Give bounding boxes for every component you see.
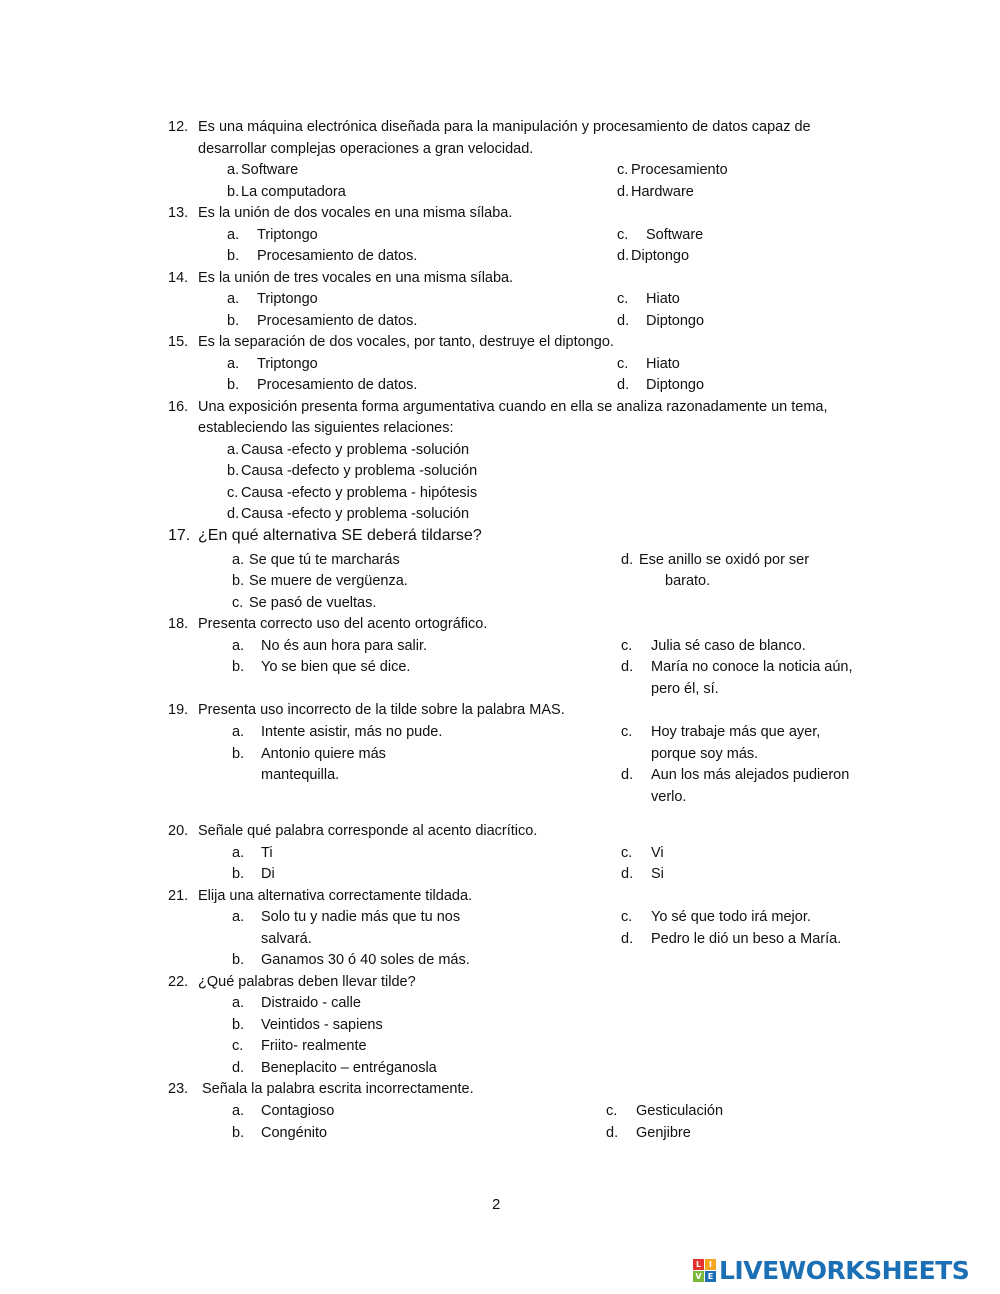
option-a[interactable]: Triptongo — [257, 291, 318, 307]
option-c[interactable]: Causa -efecto y problema - hipótesis — [241, 485, 478, 501]
option-d[interactable]: Causa -efecto y problema -solución — [241, 506, 470, 522]
option-d[interactable]: Diptongo — [631, 248, 690, 264]
question-number: 23. — [168, 1081, 189, 1097]
option-letter: d. — [617, 184, 630, 200]
question-number: 21. — [168, 888, 189, 904]
option-letter: a. — [232, 552, 245, 568]
option-c[interactable]: Vi — [651, 845, 664, 861]
option-letter: d. — [621, 931, 634, 947]
option-letter: c. — [232, 595, 244, 611]
option-letter: b. — [232, 746, 245, 762]
option-c-cont[interactable]: porque soy más. — [651, 746, 759, 762]
option-letter: a. — [232, 1103, 245, 1119]
option-letter: c. — [617, 291, 629, 307]
option-b[interactable]: La computadora — [241, 184, 346, 200]
option-letter: d. — [617, 313, 630, 329]
option-d-cont[interactable]: pero él, sí. — [651, 681, 719, 697]
option-letter: c. — [621, 638, 633, 654]
option-letter: b. — [227, 248, 240, 264]
option-letter: d. — [621, 866, 634, 882]
option-letter: b. — [232, 1125, 245, 1141]
option-c[interactable]: Se pasó de vueltas. — [249, 595, 377, 611]
option-b[interactable]: Procesamiento de datos. — [257, 313, 418, 329]
option-letter: c. — [621, 845, 633, 861]
option-letter: a. — [232, 638, 245, 654]
option-letter: a. — [232, 909, 245, 925]
question-number: 14. — [168, 270, 189, 286]
option-c[interactable]: Hoy trabaje más que ayer, — [651, 724, 821, 740]
option-c[interactable]: Hiato — [646, 291, 680, 307]
option-letter: b. — [227, 184, 240, 200]
question-text-cont: desarrollar complejas operaciones a gran velocidad. — [198, 141, 534, 157]
option-b[interactable]: Procesamiento de datos. — [257, 248, 418, 264]
logo-badge-letter: L — [693, 1259, 704, 1270]
option-b[interactable]: Procesamiento de datos. — [257, 377, 418, 393]
option-d[interactable]: Si — [651, 866, 664, 882]
option-a-cont[interactable]: salvará. — [261, 931, 312, 947]
option-d[interactable]: Genjibre — [636, 1125, 691, 1141]
option-d[interactable]: Beneplacito – entréganosla — [261, 1060, 437, 1076]
option-letter: c. — [606, 1103, 618, 1119]
option-letter: d. — [621, 552, 634, 568]
question-number: 19. — [168, 702, 189, 718]
option-letter: a. — [232, 724, 245, 740]
option-d[interactable]: Hardware — [631, 184, 694, 200]
option-letter: c. — [621, 909, 633, 925]
question-number: 13. — [168, 205, 189, 221]
question-text: Presenta correcto uso del acento ortográfico. — [198, 616, 488, 632]
option-letter: d. — [621, 659, 634, 675]
question-number: 22. — [168, 974, 189, 990]
option-d[interactable]: Aun los más alejados pudieron — [651, 767, 850, 783]
question-number: 16. — [168, 399, 189, 415]
option-c[interactable]: Procesamiento — [631, 162, 728, 178]
option-b[interactable]: Congénito — [261, 1125, 328, 1141]
option-letter: a. — [232, 845, 245, 861]
option-c[interactable]: Gesticulación — [636, 1103, 724, 1119]
option-a[interactable]: No és aun hora para salir. — [261, 638, 428, 654]
option-b-cont[interactable]: mantequilla. — [261, 767, 340, 783]
option-c[interactable]: Hiato — [646, 356, 680, 372]
option-b[interactable]: Yo se bien que sé dice. — [261, 659, 411, 675]
option-letter: c. — [621, 724, 633, 740]
option-letter: d. — [621, 767, 634, 783]
option-d-cont[interactable]: verlo. — [651, 789, 687, 805]
option-letter: b. — [227, 463, 240, 479]
liveworksheets-logo — [693, 1255, 969, 1285]
option-d[interactable]: Diptongo — [646, 313, 705, 329]
option-d[interactable]: María no conoce la noticia aún, — [651, 659, 853, 675]
option-c[interactable]: Julia sé caso de blanco. — [651, 638, 806, 654]
question-number: 20. — [168, 823, 189, 839]
option-a[interactable]: Causa -efecto y problema -solución — [241, 442, 470, 458]
option-letter: b. — [227, 377, 240, 393]
option-a[interactable]: Solo tu y nadie más que tu nos — [261, 909, 461, 925]
option-c[interactable]: Software — [646, 227, 704, 243]
question-text: Presenta uso incorrecto de la tilde sobre la palabra MAS. — [198, 702, 565, 718]
question-text: Es la separación de dos vocales, por tanto, destruye el diptongo. — [198, 334, 614, 350]
option-letter: d. — [232, 1060, 245, 1076]
option-c[interactable]: Yo sé que todo irá mejor. — [651, 909, 811, 925]
logo-badge-letter: E — [705, 1271, 716, 1282]
question-text: Una exposición presenta forma argumentativa cuando en ella se analiza razonadamente un tema, — [198, 399, 828, 415]
logo-text: LIVEWORKSHEETS — [719, 1255, 970, 1285]
question-number: 15. — [168, 334, 189, 350]
option-letter: c. — [617, 227, 629, 243]
option-b[interactable]: Veintidos - sapiens — [261, 1017, 383, 1033]
option-letter: d. — [227, 506, 240, 522]
question-text: Es la unión de dos vocales en una misma sílaba. — [198, 205, 513, 221]
option-letter: b. — [232, 573, 245, 589]
option-d[interactable]: Pedro le dió un beso a María. — [651, 931, 842, 947]
question-text-cont: estableciendo las siguientes relaciones: — [198, 420, 454, 436]
logo-badge-letter: I — [705, 1259, 716, 1270]
question-text: ¿Qué palabras deben llevar tilde? — [198, 974, 416, 990]
question-text: Es la unión de tres vocales en una misma sílaba. — [198, 270, 514, 286]
option-letter: a. — [227, 291, 240, 307]
option-a[interactable]: Intente asistir, más no pude. — [261, 724, 443, 740]
option-a[interactable]: Ti — [261, 845, 273, 861]
option-letter: b. — [232, 952, 245, 968]
option-b[interactable]: Causa -defecto y problema -solución — [241, 463, 478, 479]
option-a[interactable]: Se que tú te marcharás — [249, 552, 400, 568]
question-text: ¿En qué alternativa SE deberá tildarse? — [198, 527, 482, 544]
option-letter: b. — [232, 866, 245, 882]
question-text: Señala la palabra escrita incorrectamente. — [202, 1081, 474, 1097]
option-letter: c. — [232, 1038, 244, 1054]
question-number: 12. — [168, 119, 189, 135]
option-letter: a. — [227, 162, 240, 178]
option-letter: d. — [606, 1125, 619, 1141]
option-a[interactable]: Triptongo — [257, 227, 318, 243]
option-letter: b. — [227, 313, 240, 329]
logo-badge-letter: V — [693, 1271, 704, 1282]
option-b[interactable]: Ganamos 30 ó 40 soles de más. — [261, 952, 470, 968]
option-d[interactable]: Diptongo — [646, 377, 705, 393]
logo-badge-icon — [693, 1259, 716, 1282]
option-a[interactable]: Triptongo — [257, 356, 318, 372]
page-number: 2 — [492, 1196, 501, 1213]
option-c[interactable]: Friito- realmente — [261, 1038, 367, 1054]
option-letter: c. — [617, 356, 629, 372]
question-number: 18. — [168, 616, 189, 632]
option-letter: c. — [617, 162, 629, 178]
option-letter: a. — [227, 442, 240, 458]
option-letter: b. — [232, 659, 245, 675]
option-b[interactable]: Se muere de vergüenza. — [249, 573, 408, 589]
option-d-cont[interactable]: barato. — [665, 573, 711, 589]
option-letter: c. — [227, 485, 239, 501]
question-text: Señale qué palabra corresponde al acento diacrítico. — [198, 823, 538, 839]
question-number: 17. — [168, 527, 191, 544]
option-b[interactable]: Di — [261, 866, 275, 882]
option-a[interactable]: Contagioso — [261, 1103, 335, 1119]
option-a[interactable]: Distraido - calle — [261, 995, 361, 1011]
option-d[interactable]: Ese anillo se oxidó por ser — [639, 552, 810, 568]
question-text: Es una máquina electrónica diseñada para la manipulación y procesamiento de datos capaz de — [198, 119, 811, 135]
option-letter: a. — [227, 227, 240, 243]
option-letter: b. — [232, 1017, 245, 1033]
option-b[interactable]: Antonio quiere más — [261, 746, 386, 762]
option-letter: a. — [227, 356, 240, 372]
option-a[interactable]: Software — [241, 162, 299, 178]
option-letter: a. — [232, 995, 245, 1011]
option-letter: d. — [617, 377, 630, 393]
question-text: Elija una alternativa correctamente tildada. — [198, 888, 473, 904]
option-letter: d. — [617, 248, 630, 264]
